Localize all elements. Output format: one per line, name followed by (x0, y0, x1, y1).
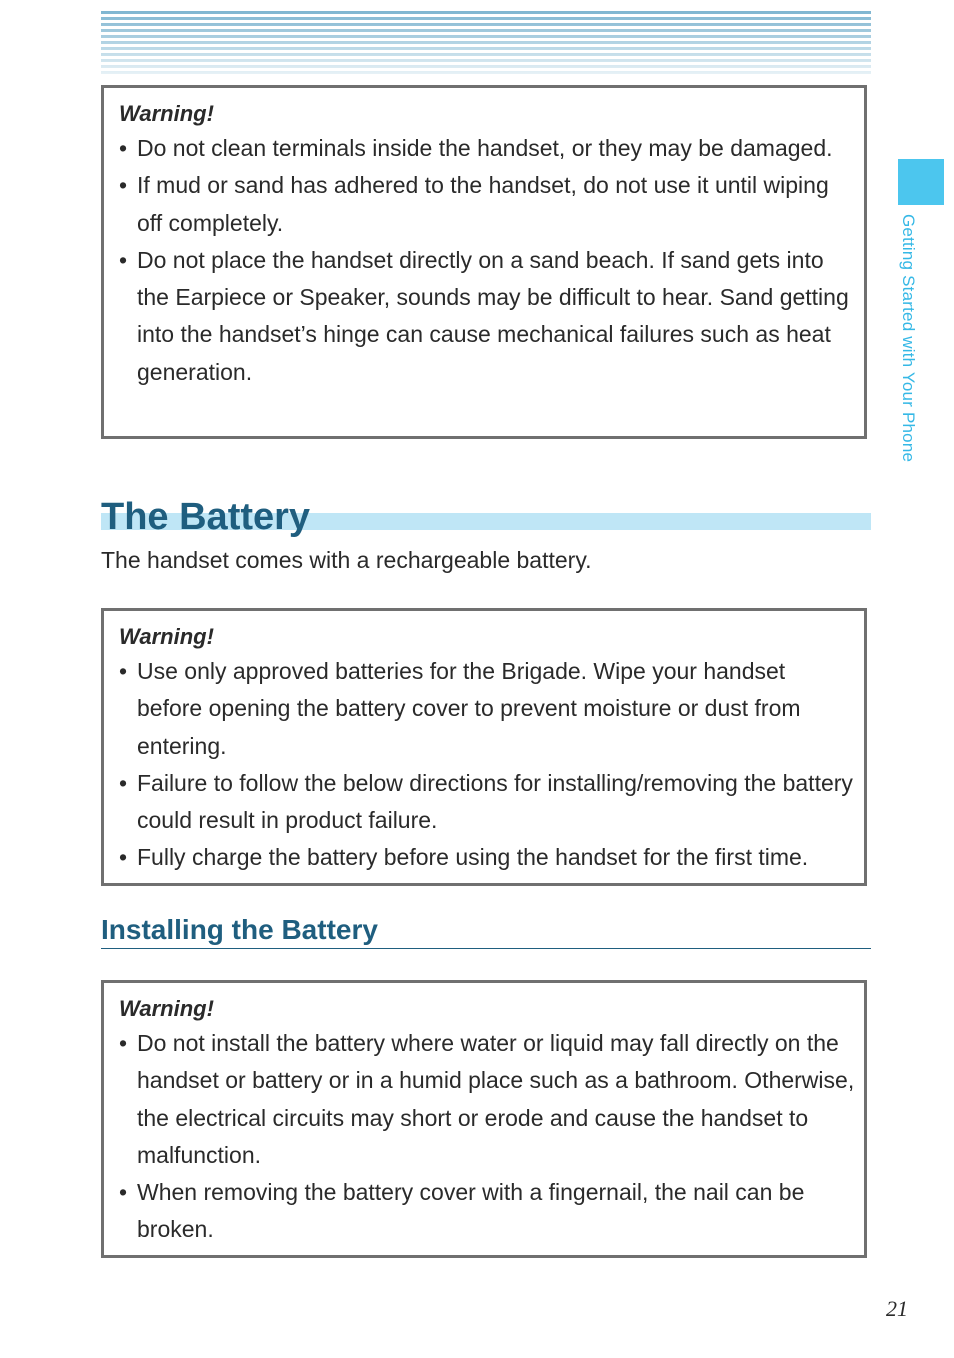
chapter-label: Getting Started with Your Phone (899, 214, 918, 463)
warning-box-installing (101, 980, 867, 1258)
header-stripes (101, 11, 871, 77)
warning-box-batteries (101, 608, 867, 886)
warning-title: Warning! (119, 624, 214, 649)
section-title: The Battery (101, 496, 311, 538)
warning-item: • Failure to follow the below directions for installing/removing the battery could result in product failure. (119, 765, 864, 840)
warning-title: Warning! (119, 996, 214, 1021)
section-heading (101, 492, 871, 542)
warning-item: • Use only approved batteries for the Brigade. Wipe your handset before opening the battery cover to prevent moisture or dust from entering. (119, 653, 864, 765)
warning-item: • Do not place the handset directly on a sand beach. If sand gets into the Earpiece or Speaker, sounds may be difficult to hear. Sand getting into the handset’s hinge can cause mechanical failures such as heat generation. (119, 242, 864, 391)
warning-item: • When removing the battery cover with a fingernail, the nail can be broken. (119, 1174, 864, 1249)
warning-item: • Do not install the battery where water or liquid may fall directly on the handset or battery or in a humid place such as a bathroom. Otherwise, the electrical circuits may short or erode and cause the handset to malfunction. (119, 1025, 864, 1174)
warning-box-terminals (101, 85, 867, 439)
warning-list (119, 1025, 864, 1249)
page-number: 21 (886, 1296, 908, 1321)
warning-item: • Fully charge the battery before using the handset for the first time. (119, 839, 864, 876)
warning-list (119, 130, 864, 391)
chapter-tab (898, 159, 944, 205)
warning-list (119, 653, 864, 877)
section-intro: The handset comes with a rechargeable battery. (101, 547, 592, 573)
warning-title: Warning! (119, 101, 214, 126)
warning-item: • Do not clean terminals inside the handset, or they may be damaged. (119, 130, 864, 167)
warning-item: • If mud or sand has adhered to the handset, do not use it until wiping off completely. (119, 167, 864, 242)
subsection-heading (101, 912, 871, 949)
subsection-title: Installing the Battery (101, 914, 378, 945)
